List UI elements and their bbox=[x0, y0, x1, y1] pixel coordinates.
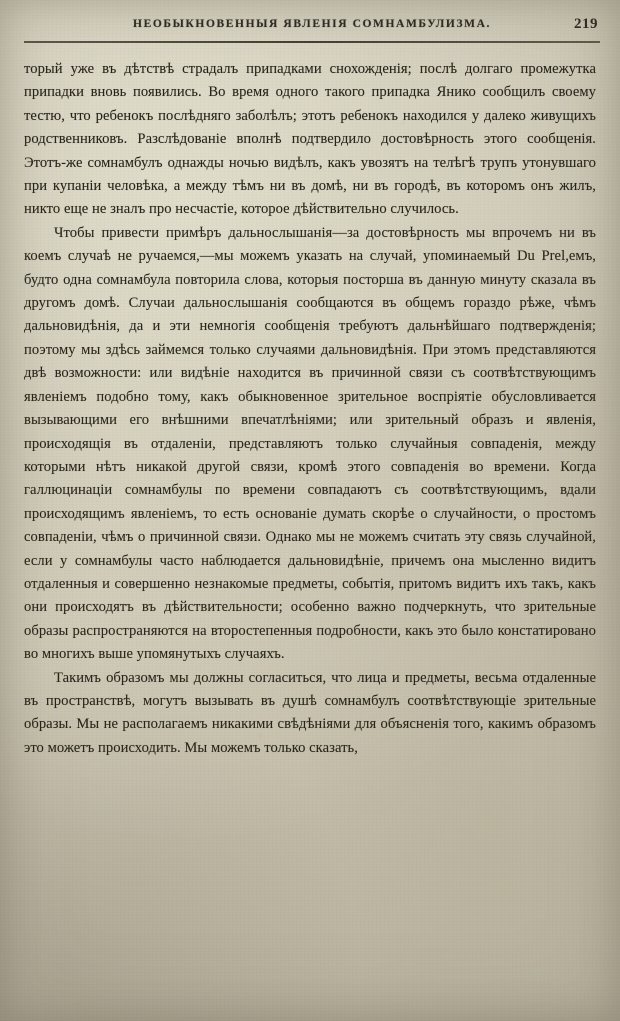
page-number: 219 bbox=[574, 16, 598, 32]
paragraph-2: Чтобы привести примѣръ дальнослышанія—за достовѣрность мы впрочемъ ни въ коемъ случаѣ не ручаемся,—мы можемъ указать на случай, упоминаемый Du Prel,емъ, будто одна сомнамбула повторила слова, которыя посторша въ данную минуту сказала въ другомъ домѣ. Случаи дальнослышанія сообщаются въ общемъ гораздо рѣже, чѣмъ дальновидѣнія, да и эти немногія сообщенія требуютъ дальнѣйшаго подтвержденія; поэтому мы здѣсь займемся только случаями дальновидѣнія. При этомъ представляются двѣ возможности: или видѣніе находится въ причинной связи съ соотвѣтствующимъ явленіемъ подобно тому, какъ обыкновенное зрительное воспріятіе обусловливается вызывающими его внѣшними впечатлѣніями; или зрительный образъ и явленія, происходящія въ отдаленіи, представляютъ только случайныя совпаденія, между которыми нѣтъ никакой другой связи, кромѣ этого совпаденія во времени. Когда галлюцинаціи сомнамбулы по времени совпадаютъ съ соотвѣтствующимъ, вдали происходящимъ явленіемъ, то есть основаніе думать скорѣе о случайности, о простомъ совпаденіи, чѣмъ о причинной связи. Однако мы не можемъ считать эту связь случайной, если у сомнамбулы часто наблюдается дальновидѣніе, причемъ она мысленно видитъ отдаленныя и совершенно незнакомые предметы, событія, притомъ видитъ ихъ такъ, какъ они происходятъ въ дѣйствительности; особенно важно подчеркнуть, что зрительные образы распространяются на второстепенныя подробности, какъ это было констатировано во многихъ выше упомянутыхъ случаяхъ. bbox=[24, 224, 596, 663]
paragraph-1: торый уже въ дѣтствѣ страдалъ припадками снохожденія; послѣ долгаго промежутка припадки вновь появились. Во время одного такого припадка Янико сообщилъ своему тестю, что ребенокъ послѣдняго заболѣлъ; этотъ ребенокъ находился у далеко живущихъ родственниковъ. Разслѣдованіе вполнѣ подтвердило достовѣрность этого сообщенія. Этотъ-же сомнамбулъ однажды ночью видѣлъ, какъ увозятъ на телѣгѣ трупъ утонувшаго при купаніи человѣка, а между тѣмъ ни въ домѣ, ни въ городѣ, въ которомъ онъ жилъ, никто еще не зналъ про несчастіе, которое дѣйствительно случилось. bbox=[24, 61, 596, 218]
header-rule bbox=[24, 41, 600, 43]
paragraph-3: Такимъ образомъ мы должны согласиться, что лица и предметы, весьма отдаленные въ пространствѣ, могутъ вызывать въ душѣ сомнамбулъ соотвѣтствующіе зрительные образы. Мы не располагаемъ никакими свѣдѣніями для объясненія того, какимъ образомъ это можетъ происходить. Мы можемъ только сказать, bbox=[24, 669, 596, 756]
running-head-title: НЕОБЫКНОВЕННЫЯ ЯВЛЕНІЯ СОМНАМБУЛИЗМА. bbox=[133, 18, 491, 30]
page-body bbox=[24, 58, 596, 760]
